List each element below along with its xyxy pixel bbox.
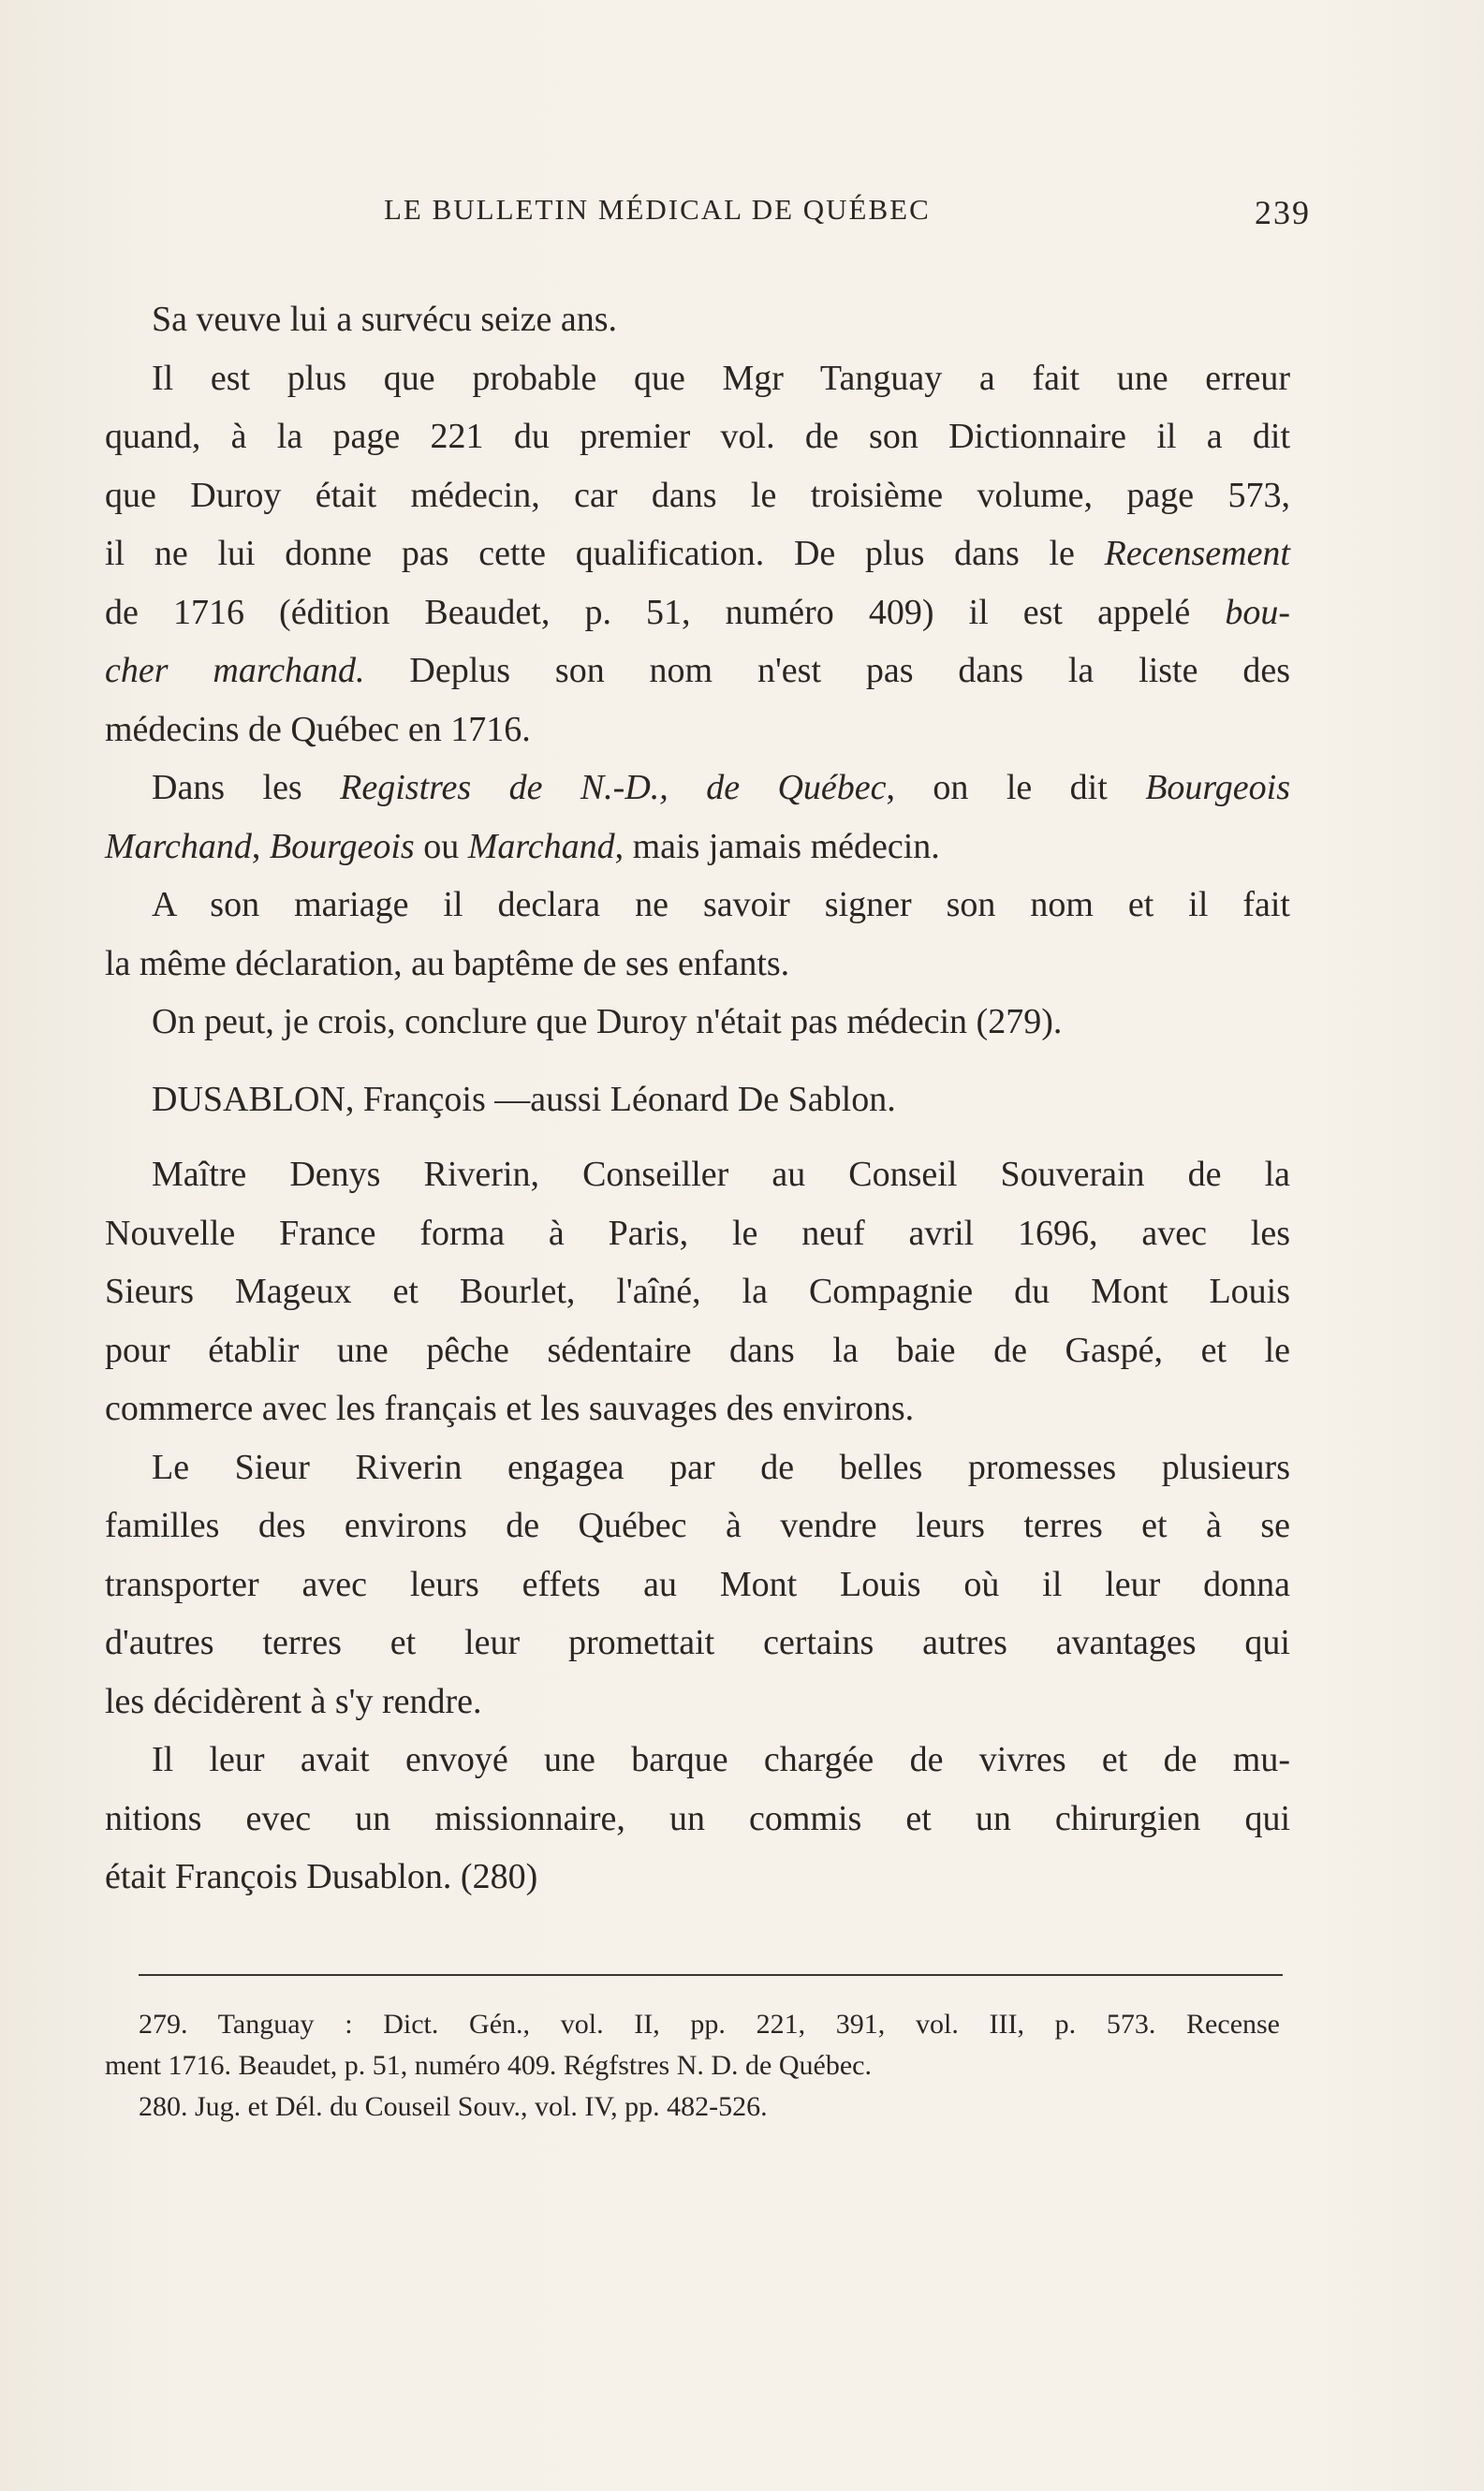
paragraph	[105, 993, 1290, 1052]
italic-text: Registres de N.-D., de Québec	[340, 768, 887, 807]
text-run: ou	[414, 826, 468, 866]
running-head: LE BULLETIN MÉDICAL DE QUÉBEC	[384, 193, 931, 226]
text-line	[105, 524, 1290, 583]
paragraph	[105, 1438, 1290, 1732]
text-line: que Duroy était médecin, car dans le troisième volume, page 573,	[105, 475, 1290, 515]
text-run: Dans les	[152, 768, 341, 807]
footnote-279-line: 279. Tanguay : Dict. Gén., vol. II, pp. 221, 391, vol. III, p. 573. Recense	[139, 2009, 1280, 2040]
page-header	[103, 193, 1311, 234]
italic-text: Recensement	[1104, 534, 1290, 573]
footnote-rule	[139, 1974, 1283, 1976]
text-run: il ne lui donne pas cette qualification. De plus dans le	[105, 534, 1105, 573]
text-line: les décidèrent à s'y rendre.	[105, 1681, 482, 1721]
footnote-279-line: ment 1716. Beaudet, p. 51, numéro 409. Régfstres N. D. de Québec.	[105, 2050, 872, 2081]
entry-heading: DUSABLON, François —aussi Léonard De Sablon.	[152, 1079, 896, 1119]
text-line: Il est plus que probable que Mgr Tanguay a fait une erreur	[152, 358, 1290, 398]
text-line: A son mariage il declara ne savoir signer son nom et il fait	[152, 885, 1290, 924]
italic-text: cher marchand.	[105, 651, 365, 690]
text-run: ,	[251, 826, 270, 866]
text-line: quand, à la page 221 du premier vol. de son Dictionnaire il a dit	[105, 417, 1290, 456]
text-line: Sieurs Mageux et Bourlet, l'aîné, la Compagnie du Mont Louis	[105, 1272, 1290, 1311]
text-line: nitions evec un missionnaire, un commis et un chirurgien qui	[105, 1798, 1290, 1838]
page-number: 239	[1255, 194, 1311, 231]
text-line	[105, 759, 1290, 818]
text-line	[105, 641, 1290, 700]
text-line: médecins de Québec en 1716.	[105, 709, 531, 749]
italic-text: Bourgeois	[269, 826, 415, 866]
paragraph	[105, 759, 1290, 876]
text-run: , mais jamais médecin.	[614, 826, 940, 866]
footnotes	[105, 2004, 1280, 2128]
text-line: commerce avec les français et les sauvages des environs.	[105, 1389, 915, 1428]
text-line: pour établir une pêche sédentaire dans la baie de Gaspé, et le	[105, 1330, 1290, 1370]
text-line: Le Sieur Riverin engagea par de belles promesses plusieurs	[152, 1447, 1290, 1487]
footnote-280: 280. Jug. et Dél. du Couseil Souv., vol. IV, pp. 482-526.	[139, 2091, 768, 2122]
paragraph	[105, 876, 1290, 993]
text-line: Nouvelle France forma à Paris, le neuf avril 1696, avec les	[105, 1213, 1290, 1253]
paragraph	[105, 1731, 1290, 1907]
text-line: On peut, je crois, conclure que Duroy n'était pas médecin (279).	[152, 1002, 1063, 1041]
text-line: familles des environs de Québec à vendre leurs terres et à se	[105, 1506, 1290, 1545]
text-run: Deplus son nom n'est pas dans la liste des	[364, 651, 1290, 690]
text-line: la même déclaration, au baptême de ses enfants.	[105, 943, 790, 983]
italic-text: Bourgeois	[1145, 768, 1291, 807]
text-line: Il leur avait envoyé une barque chargée de vivres et de mu-	[152, 1740, 1290, 1779]
text-line: transporter avec leurs effets au Mont Louis où il leur donna	[105, 1564, 1290, 1604]
text-run: , on le dit	[886, 768, 1146, 807]
text-line: Sa veuve lui a survécu seize ans.	[152, 300, 617, 339]
text-run: de 1716 (édition Beaudet, p. 51, numéro 409) il est appelé	[105, 592, 1226, 632]
text-line: d'autres terres et leur promettait certains autres avantages qui	[105, 1623, 1290, 1662]
italic-text: Marchand	[467, 826, 615, 866]
italic-text: bou-	[1225, 592, 1290, 632]
text-line: Maître Denys Riverin, Conseiller au Conseil Souverain de la	[152, 1155, 1290, 1194]
text-line	[105, 583, 1290, 642]
paragraph	[105, 290, 1290, 349]
paragraph	[105, 1145, 1290, 1438]
text-line	[105, 818, 1290, 877]
italic-text: Marchand	[105, 826, 252, 866]
paragraph	[105, 349, 1290, 759]
body-text	[105, 290, 1290, 1907]
text-line: était François Dusablon. (280)	[105, 1857, 538, 1896]
